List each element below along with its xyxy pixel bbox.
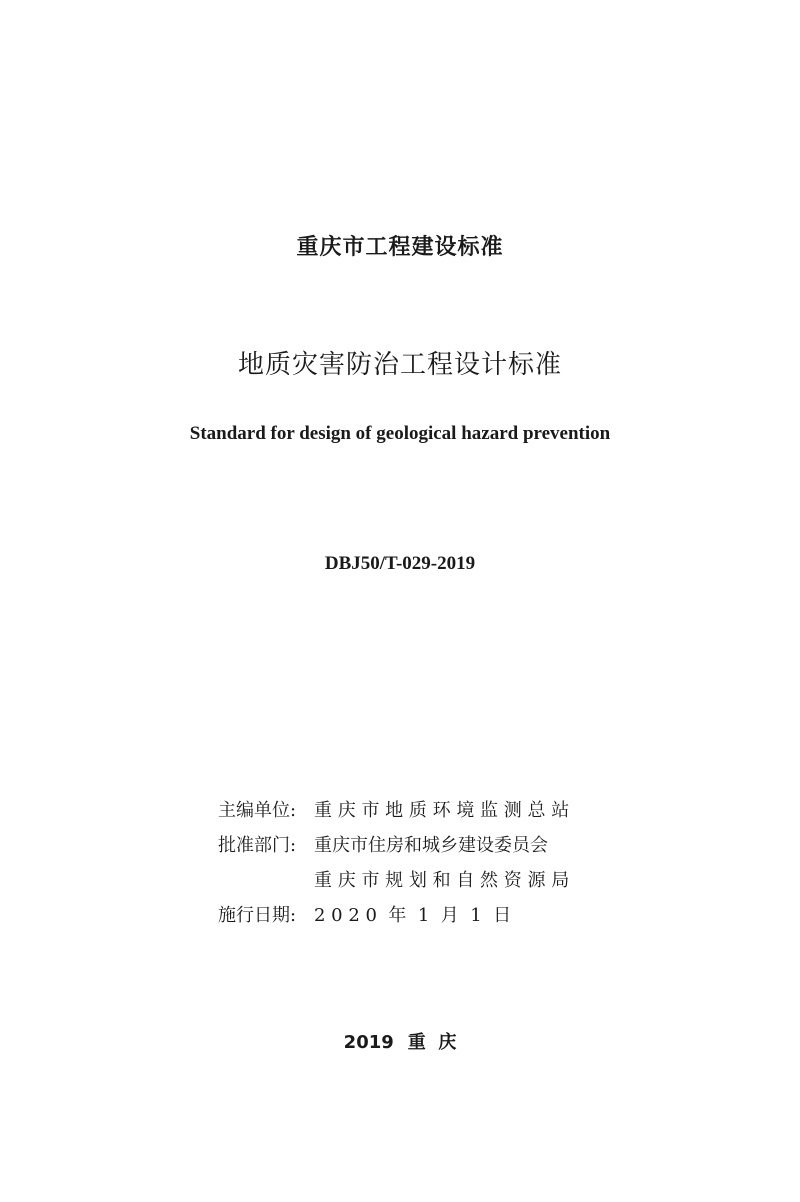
publication-line — [0, 1028, 800, 1054]
effective-date-value: 2 0 2 0 年 1 月 1 日 — [314, 905, 512, 926]
chief-editor-row — [218, 793, 569, 828]
approval-row — [218, 828, 569, 863]
publication-city: 重 庆 — [407, 1032, 457, 1053]
effective-date-label: 施行日期: — [218, 905, 297, 926]
approval-row-2 — [218, 863, 569, 898]
standard-code: DBJ50/T-029-2019 — [324, 553, 476, 574]
publication-info — [218, 793, 569, 933]
title-chinese: 地质灾害防治工程设计标准 — [237, 350, 562, 380]
approval-value-1: 重庆市住房和城乡建设委员会 — [314, 835, 548, 856]
approval-label: 批准部门: — [218, 835, 297, 856]
title-english: Standard for design of geological hazard prevention — [189, 423, 611, 444]
publication-year: 2019 — [343, 1032, 394, 1053]
chief-editor-label: 主编单位: — [218, 800, 297, 821]
standard-series: 重庆市工程建设标准 — [296, 235, 504, 260]
chief-editor-value: 重 庆 市 地 质 环 境 监 测 总 站 — [314, 800, 570, 821]
effective-date-row — [218, 898, 569, 933]
approval-value-2: 重 庆 市 规 划 和 自 然 资 源 局 — [314, 870, 570, 891]
